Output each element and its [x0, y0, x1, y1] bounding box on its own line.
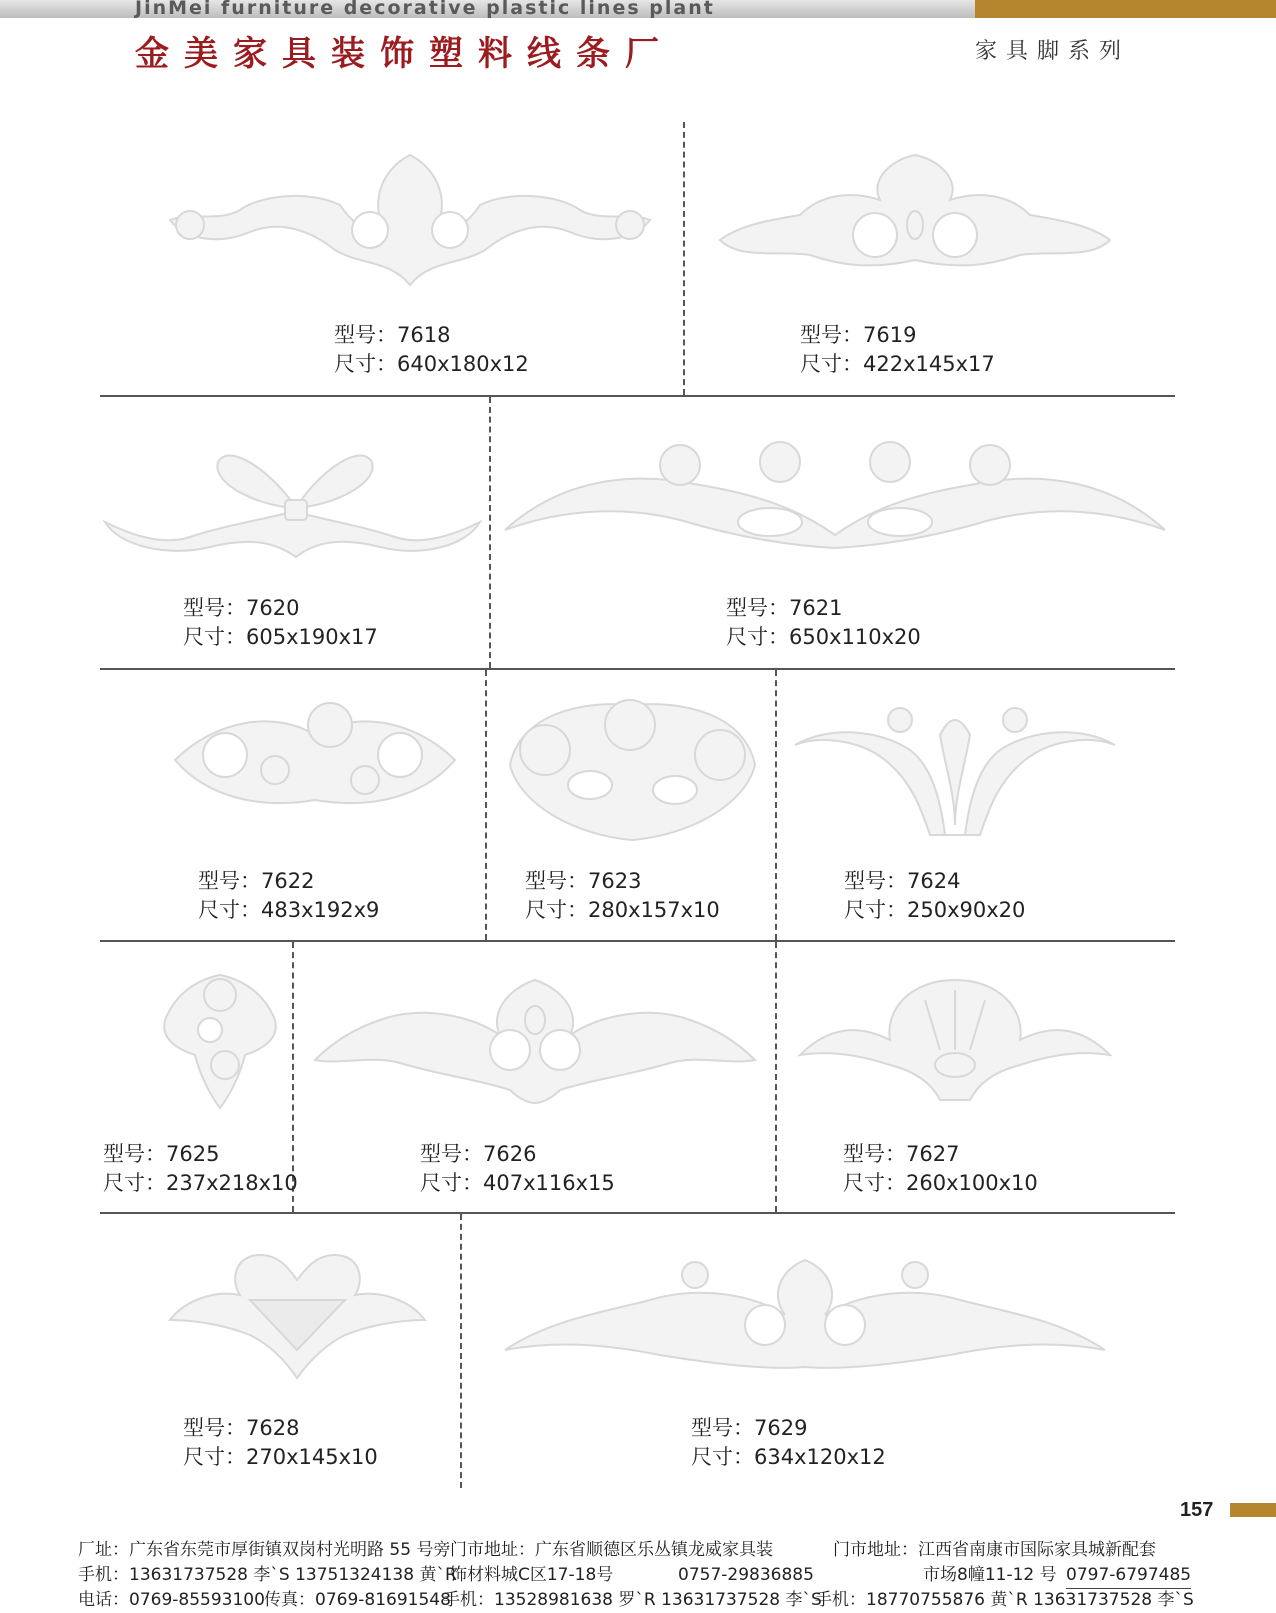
store-2-location: 市场8幢11-12 号 [923, 1565, 1057, 1585]
column-divider [775, 942, 777, 1212]
model-number: 型号：7620 [183, 596, 300, 620]
dimensions: 尺寸：270x145x10 [183, 1445, 378, 1469]
row-divider [100, 395, 1175, 397]
ornament-image [500, 440, 1170, 550]
dimensions: 尺寸：280x157x10 [525, 898, 720, 922]
ornament-image [100, 432, 485, 562]
ornament-image [310, 975, 760, 1105]
dimensions: 尺寸：237x218x10 [103, 1171, 298, 1195]
factory-address: 厂址：广东省东莞市厚街镇双岗村光明路 55 号旁 [78, 1540, 451, 1560]
ornament-image [790, 705, 1120, 840]
english-title: JinMei furniture decorative plastic lines plant [135, 0, 715, 19]
dimensions: 尺寸：260x100x10 [843, 1171, 1038, 1195]
ornament-image [500, 695, 765, 845]
page-number-accent [1230, 1503, 1276, 1517]
model-number: 型号：7618 [334, 323, 451, 347]
model-number: 型号：7622 [198, 869, 315, 893]
dimensions: 尺寸：250x90x20 [844, 898, 1026, 922]
dimensions: 尺寸：634x120x12 [691, 1445, 886, 1469]
model-number: 型号：7626 [420, 1142, 537, 1166]
dimensions: 尺寸：650x110x20 [726, 625, 921, 649]
model-number: 型号：7627 [843, 1142, 960, 1166]
column-divider [775, 670, 777, 940]
ornament-image [790, 970, 1120, 1110]
page-number: 157 [1180, 1499, 1214, 1521]
ornament-image [160, 150, 660, 295]
model-number: 型号：7625 [103, 1142, 220, 1166]
fax: 传真：0769-81691548 [264, 1590, 451, 1610]
chinese-title: 金美家具装饰塑料线条厂 [135, 34, 674, 74]
footer-contact [78, 1538, 1268, 1613]
series-name: 家具脚系列 [975, 39, 1131, 64]
store-1-location: 饰材料城C区17-18号 [450, 1565, 614, 1585]
dimensions: 尺寸：605x190x17 [183, 625, 378, 649]
model-number: 型号：7624 [844, 869, 961, 893]
store-2-phone: 0797-6797485 [1066, 1563, 1191, 1589]
dimensions: 尺寸：407x116x15 [420, 1171, 615, 1195]
row-divider [100, 1212, 1175, 1214]
model-number: 型号：7623 [525, 869, 642, 893]
header-accent-bar [975, 0, 1276, 18]
mobile-numbers-2: 手机：13528981638 罗`R 13631737528 李`S [443, 1590, 822, 1610]
model-number: 型号：7621 [726, 596, 843, 620]
model-number: 型号：7628 [183, 1416, 300, 1440]
ornament-image [500, 1255, 1110, 1375]
tel: 电话：0769-85593100 [78, 1590, 265, 1610]
dimensions: 尺寸：422x145x17 [800, 352, 995, 376]
mobile-numbers-1: 手机：13631737528 李`S 13751324138 黄`R [78, 1565, 457, 1585]
ornament-image [155, 700, 470, 830]
column-divider [489, 397, 491, 668]
row-divider [100, 668, 1175, 670]
store-1-phone: 0757-29836885 [678, 1565, 814, 1585]
store-address-2: 门市地址：江西省南康市国际家具城新配套 [833, 1540, 1156, 1560]
dimensions: 尺寸：483x192x9 [198, 898, 380, 922]
ornament-image [155, 970, 285, 1110]
column-divider [683, 122, 685, 395]
model-number: 型号：7629 [691, 1416, 808, 1440]
dimensions: 尺寸：640x180x12 [334, 352, 529, 376]
ornament-image [165, 1250, 430, 1380]
column-divider [485, 670, 487, 940]
mobile-numbers-3: 手机：18770755876 黄`R 13631737528 李`S [815, 1590, 1194, 1610]
model-number: 型号：7619 [800, 323, 917, 347]
column-divider [460, 1214, 462, 1488]
row-divider [100, 940, 1175, 942]
ornament-image [710, 150, 1120, 290]
store-address-1: 门市地址：广东省顺德区乐丛镇龙威家具装 [450, 1540, 773, 1560]
